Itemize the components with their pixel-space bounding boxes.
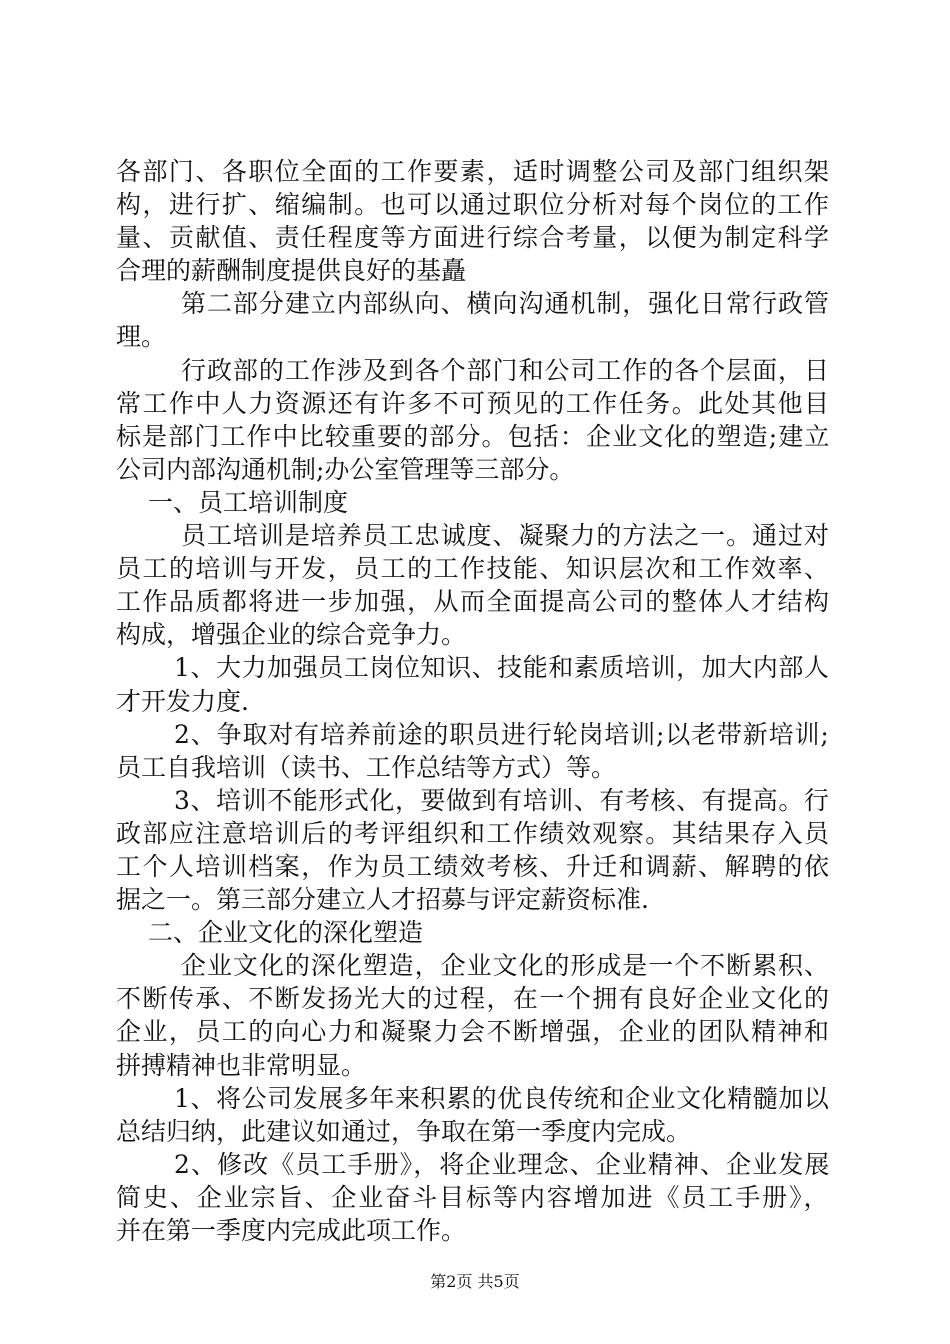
- text-line: 第二部分建立内部纵向、横向沟通机制，强化日常行政管: [181, 289, 830, 319]
- text-line: 合理的薪酬制度提供良好的基矗: [116, 256, 467, 286]
- text-line: 员工自我培训（读书、工作总结等方式）等。: [116, 752, 617, 782]
- text-line: 并在第一季度内完成此项工作。: [116, 1216, 467, 1245]
- text-line: 总结归纳，此建议如通过，争取在第一季度内完成。: [116, 1116, 692, 1146]
- text-line: 常工作中人力资源还有许多不可预见的工作任务。此处其他目: [116, 388, 831, 418]
- text-line: 各部门、各职位全面的工作要素，适时调整公司及部门组织架: [116, 157, 831, 186]
- text-line: 企业，员工的向心力和凝聚力会不断增强，企业的团队精神和: [116, 1017, 831, 1047]
- text-line: 政部应注意培训后的考评组织和工作绩效观察。其结果存入员: [116, 818, 831, 848]
- text-line: 1、大力加强员工岗位知识、技能和素质培训，加大内部人: [174, 653, 830, 683]
- text-line: 行政部的工作涉及到各个部门和公司工作的各个层面，日: [181, 355, 830, 385]
- text-line: 工作品质都将进一步加强，从而全面提高公司的整体人才结构: [116, 587, 831, 617]
- text-line: 量、贡献值、责任程度等方面进行综合考量，以便为制定科学: [116, 223, 831, 253]
- text-line: 工个人培训档案，作为员工绩效考核、升迁和调薪、解聘的依: [116, 851, 831, 881]
- text-line: 员工培训是培养员工忠诚度、凝聚力的方法之一。通过对: [181, 521, 830, 551]
- text-line: 2、修改《员工手册》，将企业理念、企业精神、企业发展: [174, 1149, 831, 1179]
- text-line: 3、培训不能形式化，要做到有培训、有考核、有提高。行: [174, 785, 830, 815]
- text-line: 不断传承、不断发扬光大的过程，在一个拥有良好企业文化的: [116, 984, 831, 1014]
- text-line: 构，进行扩、缩编制。也可以通过职位分析对每个岗位的工作: [116, 190, 831, 220]
- text-line: 拼搏精神也非常明显。: [116, 1050, 367, 1080]
- text-line: 二、企业文化的深化塑造: [148, 918, 424, 948]
- text-line: 理。: [116, 322, 167, 352]
- text-line: 才开发力度.: [116, 686, 249, 716]
- text-line: 构成，增强企业的综合竞争力。: [116, 620, 467, 650]
- text-line: 员工的培训与开发，员工的工作技能、知识层次和工作效率、: [116, 554, 831, 584]
- text-line: 一、员工培训制度: [148, 487, 349, 517]
- text-line: 1、将公司发展多年来积累的优良传统和企业文化精髓加以: [174, 1083, 830, 1113]
- text-line: 简史、企业宗旨、企业奋斗目标等内容增加进《员工手册》，: [116, 1182, 831, 1212]
- page-footer: 第2页 共5页: [430, 1272, 520, 1291]
- text-line: 企业文化的深化塑造，企业文化的形成是一个不断累积、: [181, 951, 830, 981]
- text-line: 2、争取对有培养前途的职员进行轮岗培训;以老带新培训;: [174, 719, 830, 749]
- text-line: 标是部门工作中比较重要的部分。包括：企业文化的塑造;建立: [116, 421, 831, 451]
- text-line: 据之一。第三部分建立人才招募与评定薪资标准.: [116, 885, 649, 915]
- text-line: 公司内部沟通机制;办公室管理等三部分。: [116, 454, 575, 484]
